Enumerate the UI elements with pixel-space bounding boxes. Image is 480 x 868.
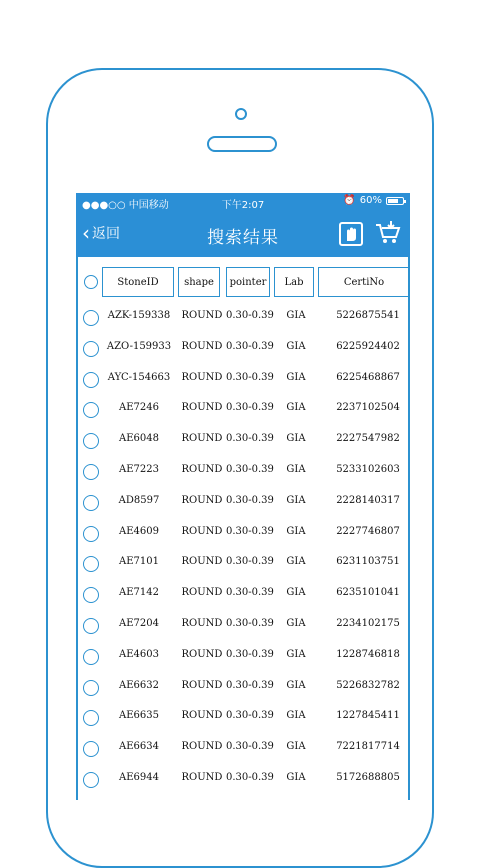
chevron-left-icon: ‹	[82, 221, 90, 245]
row-select-radio[interactable]	[83, 680, 99, 696]
cell-pointer: 0.30-0.39	[226, 525, 274, 537]
cell-pointer: 0.30-0.39	[226, 587, 274, 599]
cell-stone-id: AZK-159338	[107, 310, 171, 321]
cell-shape: ROUND	[181, 618, 223, 629]
cell-shape: ROUND	[181, 679, 223, 691]
cell-stone-id: AYC-154663	[107, 371, 171, 383]
cell-stone-id: AE6048	[119, 433, 159, 445]
carrier-label: ●●●○○ 中国移动	[82, 200, 169, 211]
table-row[interactable]	[78, 457, 408, 488]
table-row[interactable]	[78, 519, 408, 550]
cell-pointer: 0.30-0.39	[226, 741, 274, 753]
header-lab[interactable]: Lab	[274, 267, 314, 297]
cell-certino: 1228746818	[336, 648, 400, 660]
header-shape[interactable]: shape	[178, 267, 220, 297]
cell-lab: GIA	[286, 587, 306, 599]
cell-lab: GIA	[286, 679, 306, 691]
header-certino[interactable]: CertiNo	[318, 267, 410, 297]
speaker-grille	[207, 136, 277, 152]
cell-stone-id: AE6632	[119, 679, 159, 691]
table-row[interactable]	[78, 334, 408, 365]
cell-pointer: 0.30-0.39	[226, 710, 274, 722]
table-row[interactable]	[78, 580, 408, 611]
table-row[interactable]	[78, 611, 408, 642]
cell-pointer: 0.30-0.39	[226, 402, 274, 414]
cell-stone-id: AE7246	[119, 402, 159, 414]
status-right	[343, 195, 404, 206]
table-row[interactable]	[78, 642, 408, 673]
cell-shape: ROUND	[181, 310, 223, 321]
cell-certino: 2227746807	[336, 525, 400, 537]
cell-lab: GIA	[286, 433, 306, 445]
cell-stone-id: AE7142	[119, 587, 159, 599]
table-row[interactable]	[78, 395, 408, 426]
cell-shape: ROUND	[181, 433, 223, 445]
cell-certino: 5226832782	[336, 679, 400, 691]
cell-lab: GIA	[286, 340, 306, 352]
cell-stone-id: AE7101	[119, 556, 159, 568]
cell-certino: 6231103751	[336, 556, 400, 568]
cell-certino: 5233102603	[336, 464, 400, 475]
status-bar	[76, 193, 410, 211]
cell-certino: 2234102175	[336, 618, 400, 629]
row-select-radio[interactable]	[83, 587, 99, 603]
results-table	[76, 257, 410, 800]
cell-pointer: 0.30-0.39	[226, 618, 274, 629]
cell-certino: 7221817714	[336, 741, 400, 753]
row-select-radio[interactable]	[83, 710, 99, 726]
table-row[interactable]	[78, 365, 408, 396]
nav-bar	[76, 211, 410, 257]
cell-lab: GIA	[286, 310, 306, 321]
cell-pointer: 0.30-0.39	[226, 494, 274, 506]
row-select-radio[interactable]	[83, 618, 99, 634]
table-row[interactable]	[78, 734, 408, 765]
row-select-radio[interactable]	[83, 464, 99, 480]
cell-shape: ROUND	[181, 371, 223, 383]
cell-pointer: 0.30-0.39	[226, 433, 274, 445]
table-row[interactable]	[78, 549, 408, 580]
cell-shape: ROUND	[181, 772, 223, 783]
row-select-radio[interactable]	[83, 341, 99, 357]
cell-certino: 6225924402	[336, 340, 400, 352]
back-label: 返回	[92, 226, 120, 242]
table-row[interactable]	[78, 703, 408, 734]
cell-lab: GIA	[286, 710, 306, 722]
cell-lab: GIA	[286, 772, 306, 783]
alarm-icon: ⏰	[343, 195, 356, 206]
row-select-radio[interactable]	[83, 649, 99, 665]
header-stoneid[interactable]: StoneID	[102, 267, 174, 297]
cell-pointer: 0.30-0.39	[226, 556, 274, 568]
row-select-radio[interactable]	[83, 526, 99, 542]
cell-lab: GIA	[286, 402, 306, 414]
row-select-radio[interactable]	[83, 310, 99, 326]
table-header	[78, 267, 408, 301]
row-select-radio[interactable]	[83, 495, 99, 511]
select-all-radio[interactable]	[84, 275, 98, 289]
table-row[interactable]	[78, 673, 408, 704]
cell-stone-id: AE7223	[119, 464, 159, 475]
cell-stone-id: AE4603	[119, 648, 159, 660]
app-screen	[76, 193, 410, 800]
row-select-radio[interactable]	[83, 372, 99, 388]
hand-icon[interactable]	[338, 219, 364, 247]
cell-lab: GIA	[286, 618, 306, 629]
cell-certino: 2237102504	[336, 402, 400, 414]
cell-stone-id: AZO-159933	[106, 340, 172, 352]
cell-shape: ROUND	[181, 525, 223, 537]
cell-pointer: 0.30-0.39	[226, 648, 274, 660]
cell-lab: GIA	[286, 525, 306, 537]
cell-pointer: 0.30-0.39	[226, 310, 274, 321]
cell-lab: GIA	[286, 464, 306, 475]
cell-lab: GIA	[286, 371, 306, 383]
row-select-radio[interactable]	[83, 433, 99, 449]
cell-pointer: 0.30-0.39	[226, 371, 274, 383]
header-pointer[interactable]: pointer	[226, 267, 270, 297]
cell-certino: 6235101041	[336, 587, 400, 599]
cell-shape: ROUND	[181, 710, 223, 722]
table-row[interactable]	[78, 765, 408, 796]
cell-stone-id: AE7204	[119, 618, 159, 629]
cell-shape: ROUND	[181, 556, 223, 568]
table-row[interactable]	[78, 303, 408, 334]
cell-certino: 5226875541	[336, 310, 400, 321]
cell-stone-id: AE4609	[119, 525, 159, 537]
cell-pointer: 0.30-0.39	[226, 340, 274, 352]
page-title: 搜索结果	[207, 228, 279, 248]
cell-certino: 2228140317	[336, 494, 400, 506]
cell-pointer: 0.30-0.39	[226, 772, 274, 783]
table-row[interactable]	[78, 488, 408, 519]
cell-pointer: 0.30-0.39	[226, 464, 274, 475]
row-select-radio[interactable]	[83, 556, 99, 572]
cell-stone-id: AE6634	[119, 741, 159, 753]
camera-icon	[235, 108, 247, 120]
row-select-radio[interactable]	[83, 402, 99, 418]
cell-certino: 6225468867	[336, 371, 400, 383]
row-select-radio[interactable]	[83, 772, 99, 788]
cell-shape: ROUND	[181, 494, 223, 506]
cell-shape: ROUND	[181, 340, 223, 352]
cell-certino: 1227845411	[336, 710, 400, 722]
cell-lab: GIA	[286, 648, 306, 660]
battery-icon	[386, 197, 404, 205]
cell-shape: ROUND	[181, 741, 223, 753]
status-time: 下午2:07	[221, 200, 265, 211]
cell-shape: ROUND	[181, 648, 223, 660]
cell-lab: GIA	[286, 556, 306, 568]
cell-stone-id: AE6944	[119, 772, 159, 783]
cart-icon[interactable]	[374, 219, 400, 247]
cell-shape: ROUND	[181, 402, 223, 414]
cell-lab: GIA	[286, 494, 306, 506]
row-select-radio[interactable]	[83, 741, 99, 757]
cell-shape: ROUND	[181, 464, 223, 475]
cell-stone-id: AD8597	[118, 494, 160, 506]
cell-stone-id: AE6635	[119, 710, 159, 722]
cell-certino: 2227547982	[336, 433, 400, 445]
cell-shape: ROUND	[181, 587, 223, 599]
cell-pointer: 0.30-0.39	[226, 679, 274, 691]
battery-percent: 60%	[359, 195, 382, 206]
table-row[interactable]	[78, 426, 408, 457]
cell-lab: GIA	[286, 741, 306, 753]
cell-certino: 5172688805	[336, 772, 400, 783]
